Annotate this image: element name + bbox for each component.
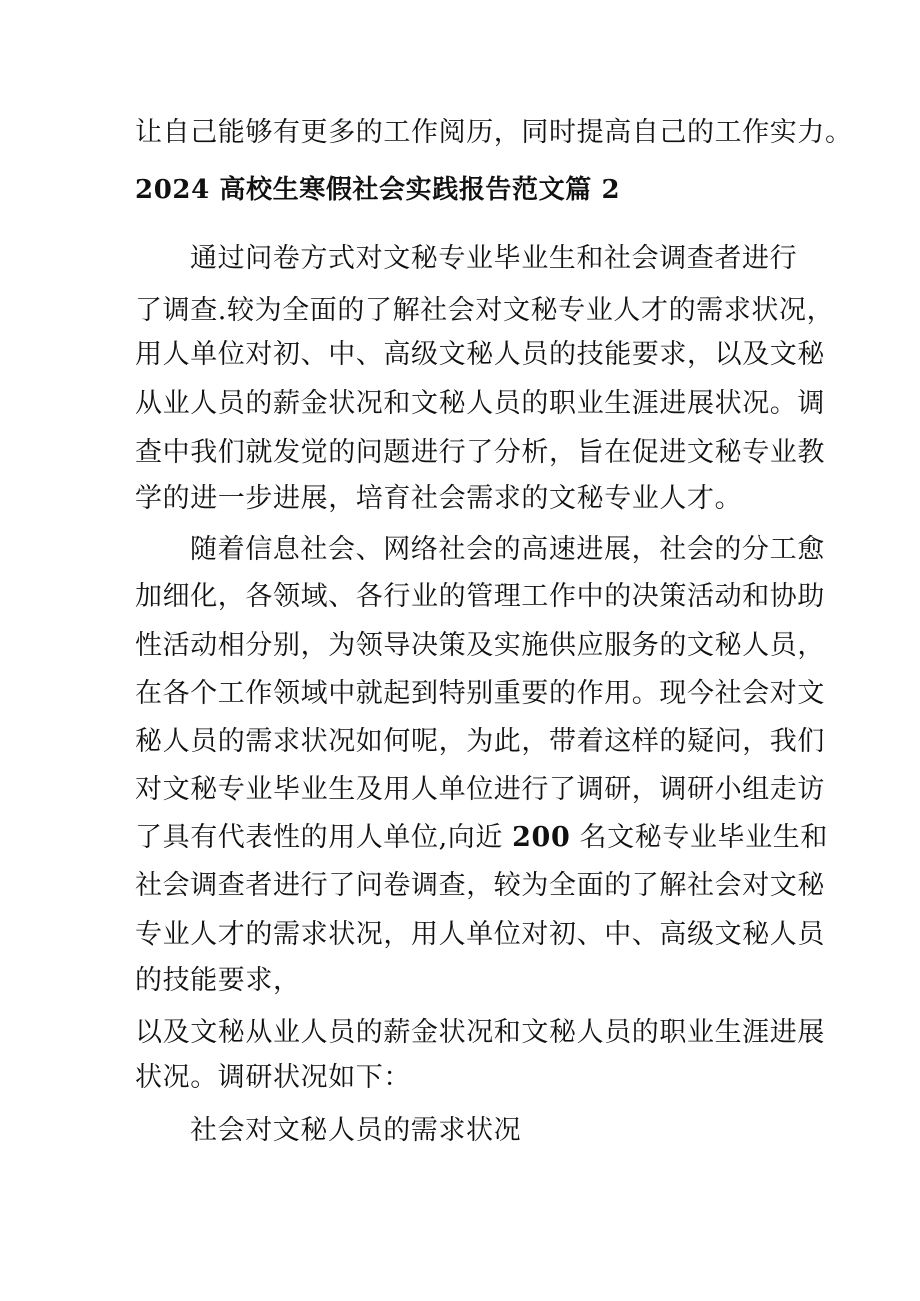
paragraph-2-line-6: 对文秘专业毕业生及用人单位进行了调研，调研小组走访 (135, 774, 825, 805)
paragraph-1-line-5: 查中我们就发觉的问题进行了分析，旨在促进文秘专业教 (135, 437, 825, 468)
line-7-text-after: 名文秘专业毕业生和 (570, 822, 828, 853)
subheading: 社会对文秘人员的需求状况 (190, 1115, 522, 1146)
paragraph-2-line-1: 随着信息社会、网络社会的高速进展，社会的分工愈 (190, 534, 825, 565)
number-200: 200 (512, 822, 571, 853)
paragraph-3-line-1: 以及文秘从业人员的薪金状况和文秘人员的职业生涯进展 (135, 1017, 825, 1048)
line-7-text-before: 了具有代表性的用人单位,向近 (135, 822, 513, 853)
paragraph-2-line-10: 的技能要求， (135, 965, 301, 996)
paragraph-3-line-2: 状况。调研状况如下： (135, 1062, 411, 1093)
paragraph-2-line-9: 专业人才的需求状况，用人单位对初、中、高级文秘人员 (135, 919, 825, 950)
paragraph-1-line-2: 了调查.较为全面的了解社会对文秘专业人才的需求状况， (135, 295, 835, 326)
paragraph-2-line-2: 加细化，各领域、各行业的管理工作中的决策活动和协助 (135, 581, 825, 612)
paragraph-2-line-3: 性活动相分别，为领导决策及实施供应服务的文秘人员， (135, 630, 825, 661)
paragraph-1-line-1: 通过问卷方式对文秘专业毕业生和社会调查者进行 (190, 243, 798, 274)
paragraph-1-line-3: 用人单位对初、中、高级文秘人员的技能要求，以及文秘 (135, 339, 825, 370)
paragraph-1-line-6: 学的进一步进展，培育社会需求的文秘专业人才。 (135, 483, 743, 514)
paragraph-2-line-8: 社会调查者进行了问卷调查，较为全面的了解社会对文秘 (135, 870, 825, 901)
paragraph-2-line-4: 在各个工作领域中就起到特别重要的作用。现今社会对文 (135, 678, 825, 709)
paragraph-1-line-4: 从业人员的薪金状况和文秘人员的职业生涯进展状况。调 (135, 388, 825, 419)
paragraph-2-line-7 (135, 822, 828, 854)
section-heading: 2024 高校生寒假社会实践报告范文篇 2 (135, 175, 621, 205)
intro-line: 让自己能够有更多的工作阅历，同时提高自己的工作实力。 (135, 117, 853, 148)
paragraph-2-line-5: 秘人员的需求状况如何呢，为此，带着这样的疑问，我们 (135, 726, 825, 757)
